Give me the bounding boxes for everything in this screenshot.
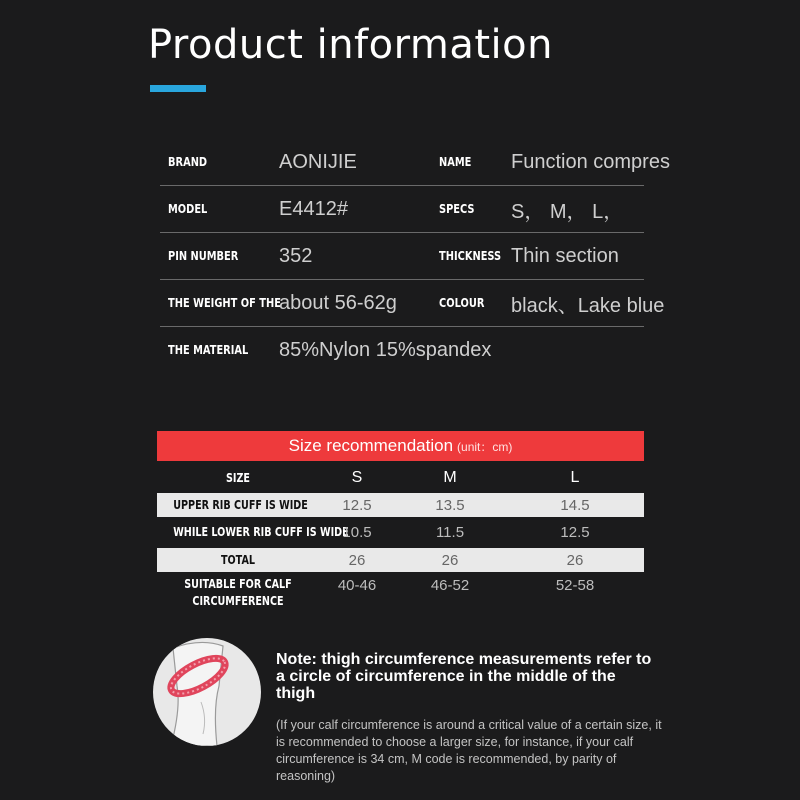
info-label: COLOUR — [439, 296, 485, 310]
size-table-title: Size recommendation — [288, 436, 454, 455]
size-l-header: L — [570, 469, 580, 486]
info-value: E4412# — [279, 197, 348, 220]
info-label: PIN NUMBER — [168, 249, 239, 263]
info-label: THE MATERIAL — [168, 343, 249, 357]
page-title: Product information — [148, 22, 553, 68]
info-value: S， M， L， — [511, 200, 624, 223]
row-label: TOTAL — [220, 553, 256, 567]
size-header-row — [157, 466, 644, 490]
row-label: WHILE LOWER RIB CUFF IS WIDE — [173, 525, 349, 539]
info-value: Function compres — [511, 150, 670, 173]
row-label: UPPER RIB CUFF IS WIDE — [173, 498, 308, 512]
cell-l: 14.5 — [560, 496, 590, 514]
info-label: BRAND — [168, 155, 208, 169]
size-m-header: M — [443, 469, 457, 486]
cell-m: 26 — [441, 551, 459, 569]
info-value: black、Lake blue — [511, 294, 665, 317]
size-s-header: S — [351, 469, 363, 486]
cell-m: 11.5 — [435, 523, 465, 541]
info-label: MODEL — [168, 202, 208, 216]
calf-label-line1: SUITABLE FOR CALF — [184, 577, 292, 591]
calf-cell-l: 52-58 — [555, 577, 595, 594]
note-title: Note: thigh circumference measurements refer to a circle of circumference in the middle of the thigh — [276, 651, 652, 702]
cell-m: 13.5 — [435, 496, 465, 514]
cell-l: 12.5 — [560, 523, 590, 541]
cell-l: 26 — [566, 551, 584, 569]
title-underline — [150, 85, 206, 92]
info-label: THICKNESS — [439, 249, 502, 263]
info-value: AONIJIE — [279, 150, 357, 173]
cell-s: 26 — [348, 551, 366, 569]
info-row — [160, 233, 644, 280]
size-table-unit: (unit：cm) — [457, 439, 513, 454]
cell-s: 12.5 — [342, 496, 372, 514]
info-row — [160, 280, 665, 327]
info-value: 85%Nylon 15%spandex — [279, 338, 492, 361]
info-value: 352 — [279, 244, 313, 267]
table-row — [157, 493, 644, 517]
info-label: NAME — [439, 155, 472, 169]
calf-cell-m: 46-52 — [430, 577, 470, 594]
info-label: SPECS — [439, 202, 475, 216]
calf-row-label — [173, 576, 303, 610]
info-label: THE WEIGHT OF THE — [168, 296, 281, 310]
size-table-header — [157, 431, 644, 461]
table-row — [157, 520, 644, 544]
calf-cell-s: 40-46 — [337, 577, 377, 594]
thigh-measurement-illustration — [153, 638, 261, 746]
info-row — [160, 139, 670, 186]
note-body: (If your calf circumference is around a critical value of a certain size, it is recommended to choose a larger size, for instance, if your calf circumference is 34 cm, M code is recommended, by parity of reasoning) — [276, 718, 662, 783]
info-value: about 56-62g — [279, 291, 397, 314]
table-row — [157, 548, 644, 572]
info-row — [160, 327, 644, 374]
cell-s: 10.5 — [342, 523, 372, 541]
size-column-label: SIZE — [225, 471, 250, 485]
info-value: Thin section — [511, 244, 619, 267]
info-row — [160, 186, 644, 233]
calf-label-line2: CIRCUMFERENCE — [192, 594, 284, 608]
